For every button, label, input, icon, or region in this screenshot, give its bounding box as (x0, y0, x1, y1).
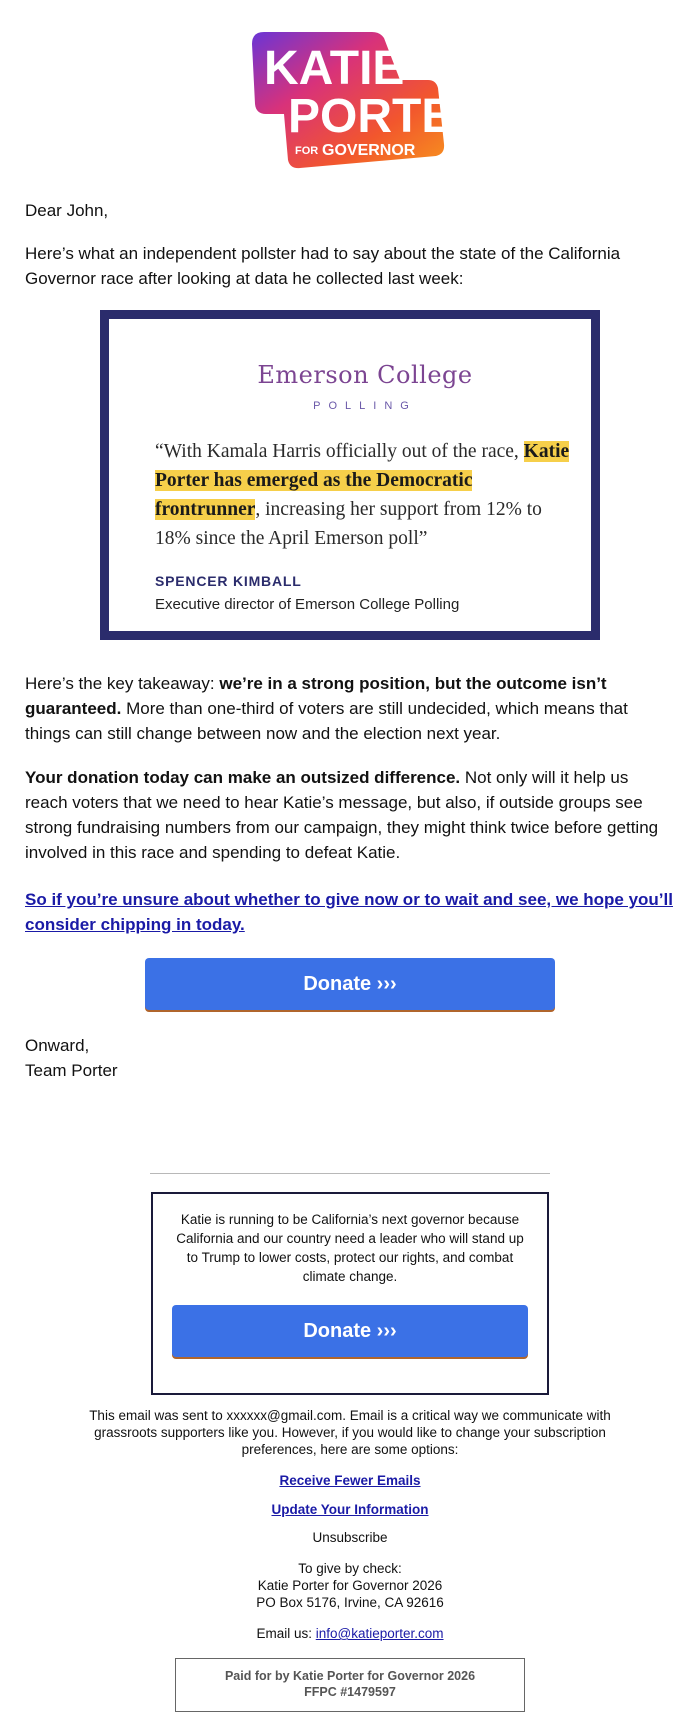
poll-quote (155, 437, 575, 553)
key-lead: Here’s the key takeaway: (25, 674, 220, 693)
paid-for-disclaimer (175, 1658, 525, 1712)
donation-bold: Your donation today can make an outsized difference. (25, 768, 461, 787)
poll-quote-card (100, 310, 600, 640)
signoff (25, 1033, 675, 1083)
fewer-emails-row (60, 1472, 640, 1489)
speaker-name: SPENCER KIMBALL (155, 573, 302, 589)
donation-paragraph (25, 765, 675, 865)
paid-for-line: Paid for by Katie Porter for Governor 2026 (224, 1669, 476, 1683)
pollster-name: Emerson College (257, 361, 473, 389)
subscription-notice: This email was sent to xxxxxx@gmail.com. Email is a critical way we communicate with grassroots supporters like you. However, if you would like to change your subscription preferences, here are some options: (89, 1408, 611, 1457)
chip-in-link[interactable]: So if you’re unsure about whether to give now or to wait and see, we hope you’ll consider chipping in today. (25, 890, 673, 934)
logo-governor: GOVERNOR (322, 142, 416, 159)
logo-for: FOR (295, 145, 319, 157)
check-po-box: PO Box 5176, Irvine, CA 92616 (256, 1595, 444, 1610)
quote-end: , increasing her support from 12% to 18% since the April Emerson poll” (155, 499, 542, 549)
speaker-title: Executive director of Emerson College Polling (155, 596, 460, 613)
mission-text: Katie is running to be California’s next governor because California and our country need a leader who will stand up to Trump to lower costs, protect our rights, and combat climate change. (176, 1212, 524, 1284)
ffpc-line: FFPC #1479597 (304, 1685, 396, 1699)
email-us-label: Email us: (256, 1626, 316, 1641)
greeting: Dear John, (25, 201, 109, 220)
receive-fewer-emails-link[interactable]: Receive Fewer Emails (279, 1473, 421, 1488)
logo-katie: KATIE (264, 42, 405, 95)
contact-email-link[interactable]: info@katieporter.com (315, 1626, 444, 1641)
update-info-row (60, 1501, 640, 1518)
footer-mission-box (151, 1192, 549, 1395)
campaign-logo (250, 32, 489, 170)
footer-donate-button[interactable]: Donate ››› (172, 1305, 528, 1357)
key-rest: More than one-third of voters are still undecided, which means that things can still change between now and the election next year. (25, 699, 628, 743)
update-information-link[interactable]: Update Your Information (271, 1502, 429, 1517)
quote-highlight: Katie Porter has emerged as the Democratic frontrunner (155, 441, 570, 520)
email-us-row (60, 1625, 640, 1642)
check-payee: Katie Porter for Governor 2026 (257, 1578, 443, 1593)
key-takeaway-paragraph (25, 671, 675, 746)
cta-paragraph (25, 887, 675, 937)
check-address (60, 1560, 640, 1611)
logo-porter: PORTER (288, 90, 489, 143)
donation-rest: Not only will it help us reach voters that we need to hear Katie’s message, but also, if outside groups see strong fundraising numbers from our campaign, they might think twice before getting involved in this race and spending to defeat Katie. (25, 768, 659, 862)
signoff-team: Team Porter (25, 1061, 118, 1080)
quote-start: “With Kamala Harris officially out of the race, (155, 441, 519, 462)
check-label: To give by check: (298, 1561, 402, 1576)
donate-button[interactable]: Donate ››› (145, 958, 555, 1010)
pollster-sub: POLLING (313, 400, 417, 412)
unsubscribe-link[interactable]: Unsubscribe (312, 1530, 388, 1545)
footer-divider (150, 1173, 550, 1174)
signoff-line1: Onward, (25, 1036, 90, 1055)
intro-paragraph: Here’s what an independent pollster had to say about the state of the California Governor race after looking at data he collected last week: (25, 244, 621, 288)
key-bold: we’re in a strong position, but the outcome isn’t guaranteed. (25, 674, 607, 718)
